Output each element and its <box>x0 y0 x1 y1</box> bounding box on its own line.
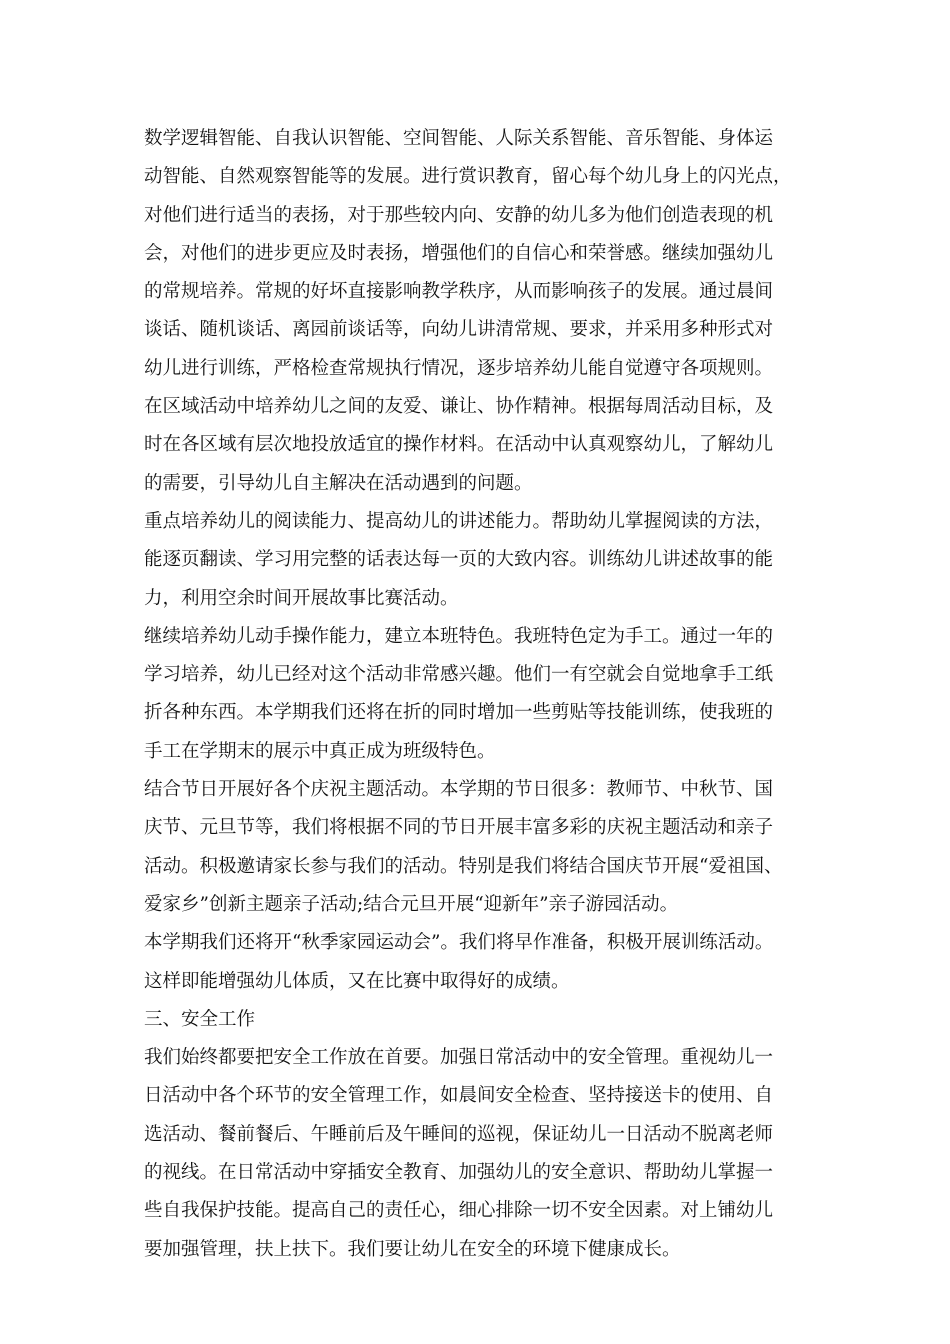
text-line: 折各种东西。本学期我们还将在折的同时增加一些剪贴等技能训练，使我班的 <box>144 702 774 724</box>
text-line: 继续培养幼儿动手操作能力，建立本班特色。我班特色定为手工。通过一年的 <box>144 625 774 647</box>
text-line: 重点培养幼儿的阅读能力、提高幼儿的讲述能力。帮助幼儿掌握阅读的方法， <box>144 510 774 532</box>
text-line: 谈话、随机谈话、离园前谈话等，向幼儿讲清常规、要求，并采用多种形式对 <box>144 319 774 341</box>
text-line: 数学逻辑智能、自我认识智能、空间智能、人际关系智能、音乐智能、身体运 <box>144 128 774 149</box>
text-line: 庆节、元旦节等，我们将根据不同的节日开展丰富多彩的庆祝主题活动和亲子 <box>144 817 774 839</box>
section-heading: 三、安全工作 <box>144 1008 256 1030</box>
text-line: 手工在学期末的展示中真正成为班级特色。 <box>144 740 496 762</box>
text-line: 力，利用空余时间开展故事比赛活动。 <box>144 587 459 609</box>
text-line: 我们始终都要把安全工作放在首要。加强日常活动中的安全管理。重视幼儿一 <box>144 1047 774 1069</box>
document-body <box>144 120 824 1269</box>
text-line: 的视线。在日常活动中穿插安全教育、加强幼儿的安全意识、帮助幼儿掌握一 <box>144 1162 774 1184</box>
text-line: 动智能、自然观察智能等的发展。进行赏识教育，留心每个幼儿身上的闪光点， <box>144 166 792 188</box>
text-line: 结合节日开展好各个庆祝主题活动。本学期的节日很多：教师节、中秋节、国 <box>144 779 774 801</box>
text-line: 能逐页翻读、学习用完整的话表达每一页的大致内容。训练幼儿讲述故事的能 <box>144 549 774 571</box>
text-line: 的常规培养。常规的好坏直接影响教学秩序，从而影响孩子的发展。通过晨间 <box>144 281 774 303</box>
text-line: 爱家乡”创新主题亲子活动;结合元旦开展“迎新年”亲子游园活动。 <box>144 893 679 915</box>
text-line: 的需要，引导幼儿自主解决在活动遇到的问题。 <box>144 472 533 494</box>
text-line: 选活动、餐前餐后、午睡前后及午睡间的巡视，保证幼儿一日活动不脱离老师 <box>144 1123 774 1145</box>
text-line: 时在各区域有层次地投放适宜的操作材料。在活动中认真观察幼儿，了解幼儿 <box>144 434 774 456</box>
text-line: 活动。积极邀请家长参与我们的活动。特别是我们将结合国庆节开展“爱祖国、 <box>144 855 783 877</box>
text-line: 要加强管理，扶上扶下。我们要让幼儿在安全的环境下健康成长。 <box>144 1238 681 1260</box>
text-line: 本学期我们还将开“秋季家园运动会”。我们将早作准备，积极开展训练活动。 <box>144 932 774 954</box>
text-line: 在区域活动中培养幼儿之间的友爱、谦让、协作精神。根据每周活动目标，及 <box>144 396 774 418</box>
text-line: 会，对他们的进步更应及时表扬，增强他们的自信心和荣誉感。继续加强幼儿 <box>144 242 774 264</box>
text-line: 日活动中各个环节的安全管理工作，如晨间安全检查、坚持接送卡的使用、自 <box>144 1085 774 1107</box>
text-line: 对他们进行适当的表扬，对于那些较内向、安静的幼儿多为他们创造表现的机 <box>144 204 774 226</box>
text-line: 幼儿进行训练，严格检查常规执行情况，逐步培养幼儿能自觉遵守各项规则。 <box>144 357 774 379</box>
text-line: 学习培养，幼儿已经对这个活动非常感兴趣。他们一有空就会自觉地拿手工纸 <box>144 664 774 686</box>
text-line: 这样即能增强幼儿体质，又在比赛中取得好的成绩。 <box>144 970 570 992</box>
text-line: 些自我保护技能。提高自己的责任心，细心排除一切不安全因素。对上铺幼儿 <box>144 1200 774 1222</box>
